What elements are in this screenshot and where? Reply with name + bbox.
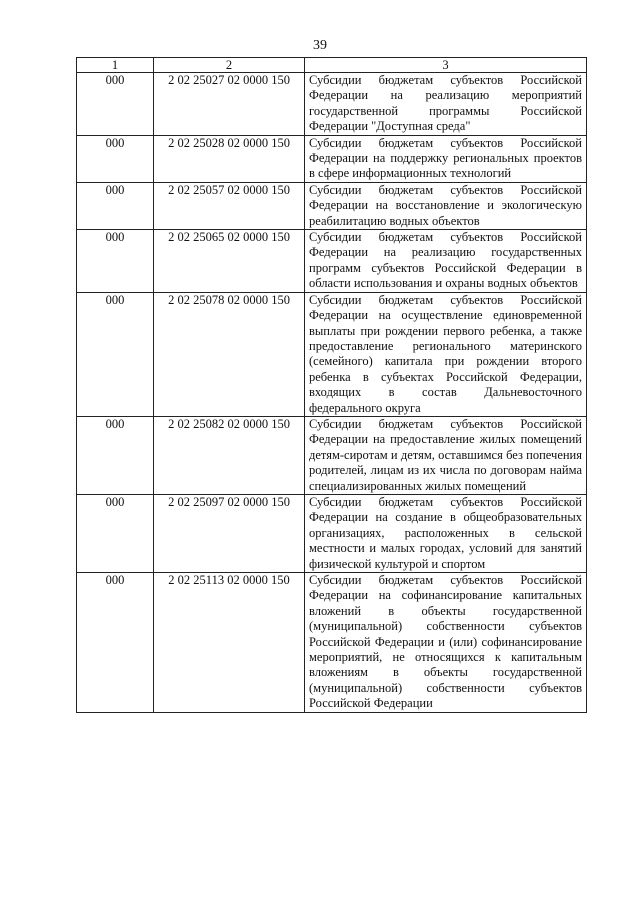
table-row	[77, 230, 587, 293]
description-cell: Субсидии бюджетам субъектов Российской Федерации на софинансирование капитальных вложений в объекты государственной (муниципальной) собственности субъектов Российской Федерации и (или) софинансирование мероприятий, не относящихся к капитальным вложениям в объекты государственной (муниципальной) собственности субъектов Российской Федерации	[305, 573, 587, 713]
table-row	[77, 182, 587, 229]
description-cell: Субсидии бюджетам субъектов Российской Федерации на поддержку региональных проектов в сфере информационных технологий	[305, 135, 587, 182]
description-cell: Субсидии бюджетам субъектов Российской Федерации на реализацию государственных программ субъектов Российской Федерации в области использования и охраны водных объектов	[305, 230, 587, 293]
income-code-cell: 2 02 25082 02 0000 150	[154, 416, 305, 494]
admin-code-cell: 000	[77, 573, 154, 713]
table-row	[77, 573, 587, 713]
income-code-cell: 2 02 25027 02 0000 150	[154, 73, 305, 136]
description-cell: Субсидии бюджетам субъектов Российской Федерации на восстановление и экологическую реабилитацию водных объектов	[305, 182, 587, 229]
income-code-cell: 2 02 25097 02 0000 150	[154, 494, 305, 572]
income-code-cell: 2 02 25057 02 0000 150	[154, 182, 305, 229]
table-row	[77, 73, 587, 136]
description-cell: Субсидии бюджетам субъектов Российской Федерации на создание в общеобразовательных организациях, расположенных в сельской местности и малых городах, условий для занятий физической культурой и спортом	[305, 494, 587, 572]
admin-code-cell: 000	[77, 135, 154, 182]
income-code-cell: 2 02 25078 02 0000 150	[154, 292, 305, 416]
admin-code-cell: 000	[77, 292, 154, 416]
admin-code-cell: 000	[77, 416, 154, 494]
description-cell: Субсидии бюджетам субъектов Российской Федерации на реализацию мероприятий государственной программы Российской Федерации "Доступная среда"	[305, 73, 587, 136]
description-cell: Субсидии бюджетам субъектов Российской Федерации на осуществление единовременной выплаты при рождении первого ребенка, а также предоставление регионального материнского (семейного) капитала при рождении второго ребенка в субъектах Российской Федерации, входящих в состав Дальневосточного федерального округа	[305, 292, 587, 416]
description-cell: Субсидии бюджетам субъектов Российской Федерации на предоставление жилых помещений детям-сиротам и детям, оставшимся без попечения родителей, лицам из их числа по договорам найма специализированных жилых помещений	[305, 416, 587, 494]
table-row	[77, 135, 587, 182]
page-number: 39	[313, 38, 327, 53]
income-code-cell: 2 02 25028 02 0000 150	[154, 135, 305, 182]
admin-code-cell: 000	[77, 73, 154, 136]
income-code-cell: 2 02 25065 02 0000 150	[154, 230, 305, 293]
table-row	[77, 292, 587, 416]
column-header-2: 2	[154, 58, 305, 73]
income-code-cell: 2 02 25113 02 0000 150	[154, 573, 305, 713]
admin-code-cell: 000	[77, 494, 154, 572]
budget-classification-table	[76, 57, 587, 713]
table-row	[77, 416, 587, 494]
table-row	[77, 494, 587, 572]
column-header-3: 3	[305, 58, 587, 73]
column-header-1: 1	[77, 58, 154, 73]
admin-code-cell: 000	[77, 230, 154, 293]
table-header-row	[77, 58, 587, 73]
admin-code-cell: 000	[77, 182, 154, 229]
